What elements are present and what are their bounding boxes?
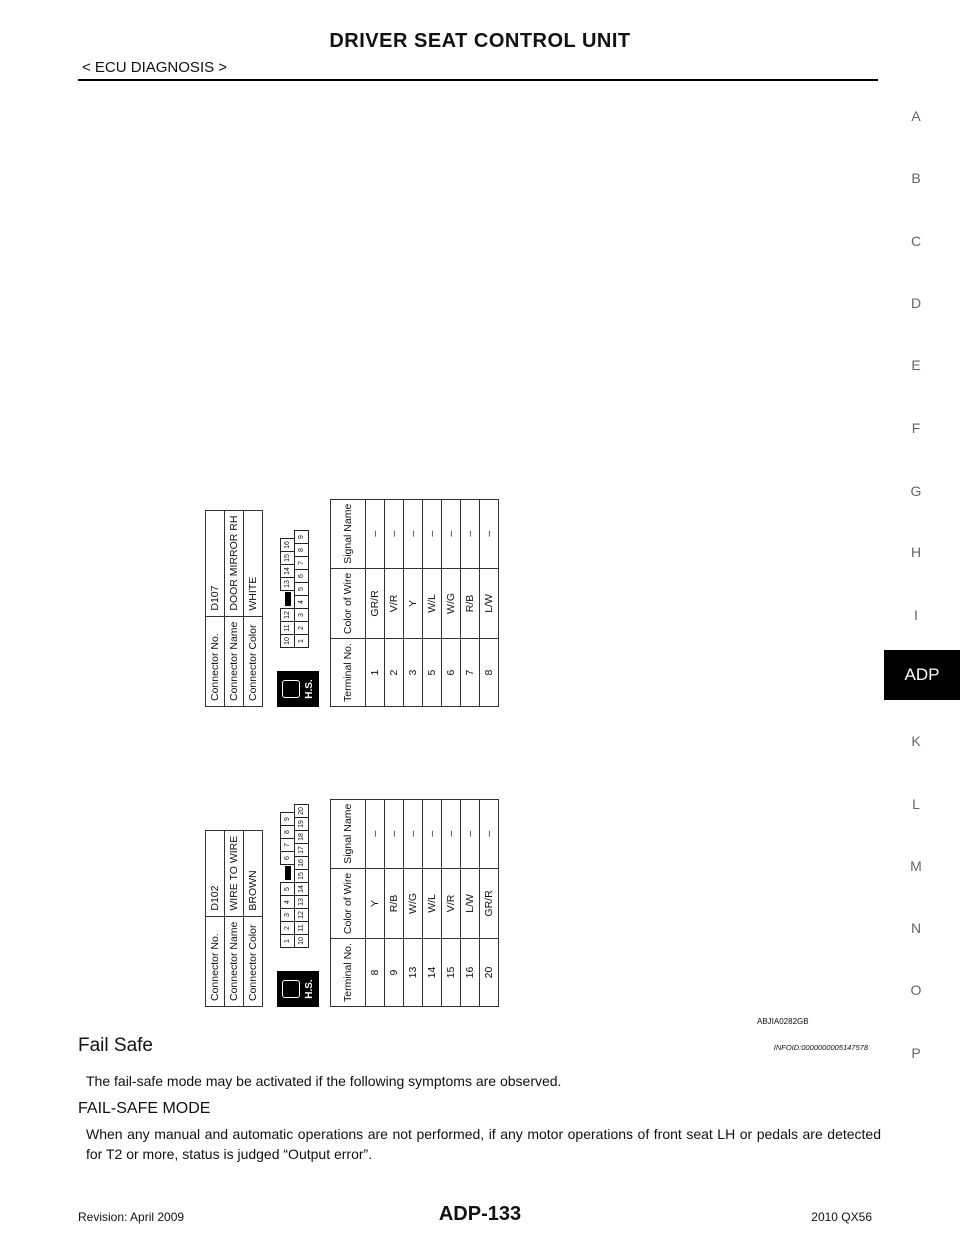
table-row bbox=[480, 799, 499, 1006]
connector-pin: 12 bbox=[280, 608, 295, 622]
cell-wire: R/B bbox=[385, 868, 404, 938]
connector-key bbox=[285, 866, 291, 880]
side-index-letter-o[interactable]: O bbox=[910, 982, 922, 998]
cell-terminal: 3 bbox=[404, 639, 423, 707]
table-row bbox=[404, 499, 423, 706]
connector-pin: 11 bbox=[294, 921, 309, 935]
terminal-table bbox=[330, 499, 499, 707]
connector-pin: 18 bbox=[294, 830, 309, 844]
side-index bbox=[880, 0, 960, 1242]
connector-pinout bbox=[281, 530, 309, 647]
connector-pin: 15 bbox=[294, 869, 309, 883]
connector-pin: 3 bbox=[294, 608, 309, 622]
label-connector-no: Connector No. bbox=[206, 916, 225, 1006]
table-row bbox=[442, 799, 461, 1006]
connector-pin: 2 bbox=[280, 921, 295, 935]
label-connector-color: Connector Color bbox=[244, 916, 263, 1006]
connector-pin: 11 bbox=[280, 621, 295, 635]
connector-pin: 17 bbox=[294, 843, 309, 857]
footer-revision: Revision: April 2009 bbox=[78, 1210, 185, 1224]
side-index-letter-c[interactable]: C bbox=[910, 233, 922, 249]
cell-wire: W/G bbox=[404, 868, 423, 938]
cell-terminal: 9 bbox=[385, 939, 404, 1007]
connector-block-d107 bbox=[205, 462, 495, 707]
info-id: INFOID:0000000005147578 bbox=[773, 1043, 868, 1052]
cell-wire: W/L bbox=[423, 568, 442, 638]
table-row bbox=[385, 499, 404, 706]
connector-pin: 2 bbox=[294, 621, 309, 635]
connector-pin: 4 bbox=[294, 595, 309, 609]
cell-terminal: 8 bbox=[366, 939, 385, 1007]
cell-wire: R/B bbox=[461, 568, 480, 638]
connector-pin: 10 bbox=[294, 934, 309, 948]
connector-pin: 15 bbox=[280, 551, 295, 565]
cell-terminal: 16 bbox=[461, 939, 480, 1007]
table-row bbox=[385, 799, 404, 1006]
side-index-active-tab[interactable]: ADP bbox=[884, 650, 960, 700]
connector-pin: 7 bbox=[294, 556, 309, 570]
connector-pin: 1 bbox=[294, 634, 309, 648]
side-index-letter-i[interactable]: I bbox=[914, 607, 918, 623]
connector-pin: 3 bbox=[280, 908, 295, 922]
cell-signal: – bbox=[461, 799, 480, 868]
cell-terminal: 13 bbox=[404, 939, 423, 1007]
label-connector-color: Connector Color bbox=[244, 616, 263, 706]
table-row bbox=[423, 799, 442, 1006]
connector-color: WHITE bbox=[244, 510, 263, 616]
cell-wire: W/L bbox=[423, 868, 442, 938]
table-row bbox=[461, 799, 480, 1006]
cell-wire: GR/R bbox=[366, 568, 385, 638]
cell-terminal: 8 bbox=[480, 639, 499, 707]
side-index-letter-d[interactable]: D bbox=[910, 295, 922, 311]
side-index-letter-n[interactable]: N bbox=[910, 920, 922, 936]
side-index-letter-m[interactable]: M bbox=[910, 858, 922, 874]
connector-pin: 10 bbox=[280, 634, 295, 648]
side-index-letter-f[interactable]: F bbox=[911, 420, 921, 436]
connector-figure bbox=[205, 462, 495, 1007]
connector-pin: 16 bbox=[280, 538, 295, 552]
table-row bbox=[404, 799, 423, 1006]
side-index-letter-k[interactable]: K bbox=[911, 733, 921, 749]
connector-pin: 8 bbox=[280, 825, 295, 839]
connector-pin: 14 bbox=[280, 564, 295, 578]
fail-safe-heading: Fail Safe bbox=[78, 1035, 153, 1056]
cell-signal: – bbox=[480, 499, 499, 568]
th-terminal-no: Terminal No. bbox=[331, 639, 366, 707]
footer-model: 2010 QX56 bbox=[811, 1210, 872, 1224]
connector-header-table bbox=[205, 510, 263, 707]
cell-wire: Y bbox=[366, 868, 385, 938]
cell-signal: – bbox=[404, 499, 423, 568]
footer-page-number: ADP-133 bbox=[438, 1203, 522, 1225]
cell-wire: L/W bbox=[480, 568, 499, 638]
cell-terminal: 1 bbox=[366, 639, 385, 707]
hs-badge bbox=[277, 671, 319, 707]
connector-pin: 14 bbox=[294, 882, 309, 896]
section-label: < ECU DIAGNOSIS > bbox=[82, 59, 228, 76]
fail-safe-body: When any manual and automatic operations are not performed, if any motor operations of front seat LH or pedals are detected for T2 or more, status is judged “Output error”. bbox=[86, 1126, 881, 1162]
th-terminal-no: Terminal No. bbox=[331, 939, 366, 1007]
connector-pin: 19 bbox=[294, 817, 309, 831]
connector-pin: 4 bbox=[280, 895, 295, 909]
side-index-letter-b[interactable]: B bbox=[911, 170, 921, 186]
label-connector-no: Connector No. bbox=[206, 616, 225, 706]
table-row bbox=[480, 499, 499, 706]
label-connector-name: Connector Name bbox=[225, 616, 244, 706]
cell-signal: – bbox=[366, 799, 385, 868]
cell-signal: – bbox=[442, 799, 461, 868]
cell-wire: V/R bbox=[442, 868, 461, 938]
hs-label: H.S. bbox=[304, 679, 315, 699]
connector-pin: 7 bbox=[280, 838, 295, 852]
cell-signal: – bbox=[461, 499, 480, 568]
connector-pin: 6 bbox=[280, 851, 295, 865]
side-index-letter-p[interactable]: P bbox=[911, 1045, 921, 1061]
connector-no: D102 bbox=[206, 830, 225, 916]
th-wire-color: Color of Wire bbox=[331, 868, 366, 938]
cell-terminal: 7 bbox=[461, 639, 480, 707]
connector-icon bbox=[282, 980, 300, 998]
table-row bbox=[366, 799, 385, 1006]
connector-pin: 9 bbox=[280, 812, 295, 826]
cell-terminal: 20 bbox=[480, 939, 499, 1007]
connector-key bbox=[285, 592, 291, 606]
connector-pin: 16 bbox=[294, 856, 309, 870]
cell-terminal: 6 bbox=[442, 639, 461, 707]
cell-signal: – bbox=[442, 499, 461, 568]
connector-pin: 5 bbox=[280, 882, 295, 896]
connector-name: DOOR MIRROR RH bbox=[225, 510, 244, 616]
connector-pin: 8 bbox=[294, 543, 309, 557]
header-rule bbox=[78, 79, 878, 81]
side-index-letter-a[interactable]: A bbox=[911, 108, 921, 124]
fail-safe-intro: The fail-safe mode may be activated if the following symptoms are observed. bbox=[86, 1073, 562, 1089]
connector-pin: 1 bbox=[280, 934, 295, 948]
cell-terminal: 5 bbox=[423, 639, 442, 707]
table-row bbox=[366, 499, 385, 706]
cell-signal: – bbox=[423, 799, 442, 868]
side-index-letter-h[interactable]: H bbox=[910, 544, 922, 560]
connector-header-table bbox=[205, 830, 263, 1007]
connector-no: D107 bbox=[206, 510, 225, 616]
cell-terminal: 15 bbox=[442, 939, 461, 1007]
connector-block-d102 bbox=[205, 747, 495, 1007]
connector-color: BROWN bbox=[244, 830, 263, 916]
connector-pin: 20 bbox=[294, 804, 309, 818]
th-wire-color: Color of Wire bbox=[331, 568, 366, 638]
side-index-letter-e[interactable]: E bbox=[911, 357, 921, 373]
page-title: DRIVER SEAT CONTROL UNIT bbox=[329, 30, 631, 52]
cell-wire: V/R bbox=[385, 568, 404, 638]
connector-pinout bbox=[281, 804, 309, 947]
table-row bbox=[423, 499, 442, 706]
connector-pin: 6 bbox=[294, 569, 309, 583]
cell-terminal: 14 bbox=[423, 939, 442, 1007]
cell-wire: Y bbox=[404, 568, 423, 638]
hs-badge bbox=[277, 971, 319, 1007]
connector-icon bbox=[282, 680, 300, 698]
th-signal-name: Signal Name bbox=[331, 499, 366, 568]
cell-signal: – bbox=[404, 799, 423, 868]
side-index-letter-g[interactable]: G bbox=[910, 483, 922, 499]
connector-pin: 9 bbox=[294, 530, 309, 544]
terminal-table bbox=[330, 799, 499, 1007]
connector-pin: 12 bbox=[294, 908, 309, 922]
figure-id: ABJIA0282GB bbox=[757, 1017, 809, 1026]
cell-signal: – bbox=[385, 499, 404, 568]
connector-pin: 13 bbox=[280, 577, 295, 591]
th-signal-name: Signal Name bbox=[331, 799, 366, 868]
cell-signal: – bbox=[480, 799, 499, 868]
cell-wire: L/W bbox=[461, 868, 480, 938]
table-row bbox=[461, 499, 480, 706]
cell-signal: – bbox=[385, 799, 404, 868]
label-connector-name: Connector Name bbox=[225, 916, 244, 1006]
cell-signal: – bbox=[423, 499, 442, 568]
cell-signal: – bbox=[366, 499, 385, 568]
connector-pin: 5 bbox=[294, 582, 309, 596]
connector-pin: 13 bbox=[294, 895, 309, 909]
hs-label: H.S. bbox=[304, 979, 315, 999]
cell-wire: GR/R bbox=[480, 868, 499, 938]
cell-terminal: 2 bbox=[385, 639, 404, 707]
cell-wire: W/G bbox=[442, 568, 461, 638]
fail-safe-mode-heading: FAIL-SAFE MODE bbox=[78, 1100, 211, 1117]
side-index-letter-l[interactable]: L bbox=[912, 796, 920, 812]
connector-name: WIRE TO WIRE bbox=[225, 830, 244, 916]
table-row bbox=[442, 499, 461, 706]
